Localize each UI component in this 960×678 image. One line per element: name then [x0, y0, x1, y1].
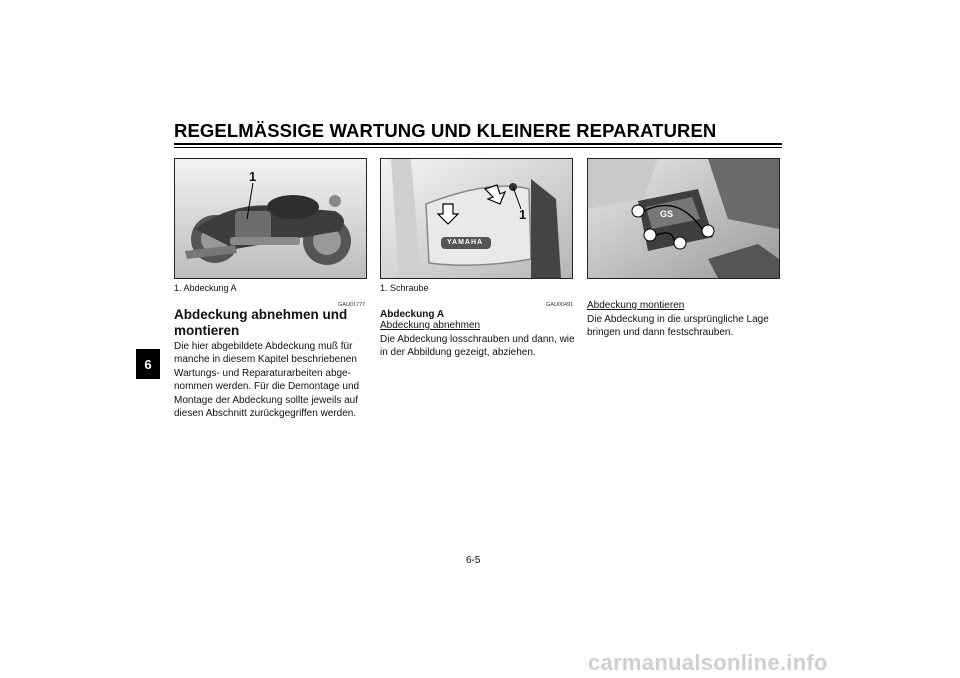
figure-battery [587, 158, 780, 279]
figure-caption-2: 1. Schraube [380, 283, 429, 293]
section-heading: Abdeckung abnehmen und montieren [174, 307, 348, 338]
subsection-title: Abdeckung A [380, 309, 445, 320]
title-rule [174, 143, 782, 145]
title-rule-thin [174, 147, 782, 148]
install-text: Die Abdeckung in die ursprüngliche Lage bringen und dann festschrauben. [587, 314, 769, 339]
section-body: Die hier abgebildete Abdeckung muß für manche in diesem Kapitel beschriebenen Wartungs- und Reparaturarbeiten abge-nommen werden. Für die Demontage und Montage der Abdeckung sollte jeweils auf diesen Abschnitt zurückgegriffen werden. [174, 341, 360, 420]
watermark: carmanualsonline.info [588, 650, 828, 675]
install-heading: Abdeckung montieren [587, 300, 685, 311]
figure-side-cover [380, 158, 573, 279]
page-number: 6-5 [466, 555, 481, 566]
motorcycle-photo-icon [175, 159, 366, 278]
callout-number: 1 [519, 207, 527, 222]
subsection-code: GAU00491 [546, 302, 574, 308]
battery-label: GS [660, 209, 674, 219]
page-title: REGELMÄSSIGE WARTUNG UND KLEINERE REPARATUREN [174, 120, 717, 141]
side-cover-photo-icon [381, 159, 572, 278]
remove-heading: Abdeckung abnehmen [380, 320, 481, 331]
battery-photo-icon [588, 159, 779, 278]
figure-motorcycle [174, 158, 367, 279]
section-code: GAU01777 [338, 302, 366, 308]
callout-number: 1 [249, 169, 257, 184]
figure-caption-1: 1. Abdeckung A [174, 283, 237, 293]
brand-label: YAMAHA [447, 239, 484, 246]
chapter-tab: 6 [136, 349, 160, 379]
remove-text: Die Abdeckung losschrauben und dann, wie in der Abbildung gezeigt, abziehen. [380, 334, 575, 359]
